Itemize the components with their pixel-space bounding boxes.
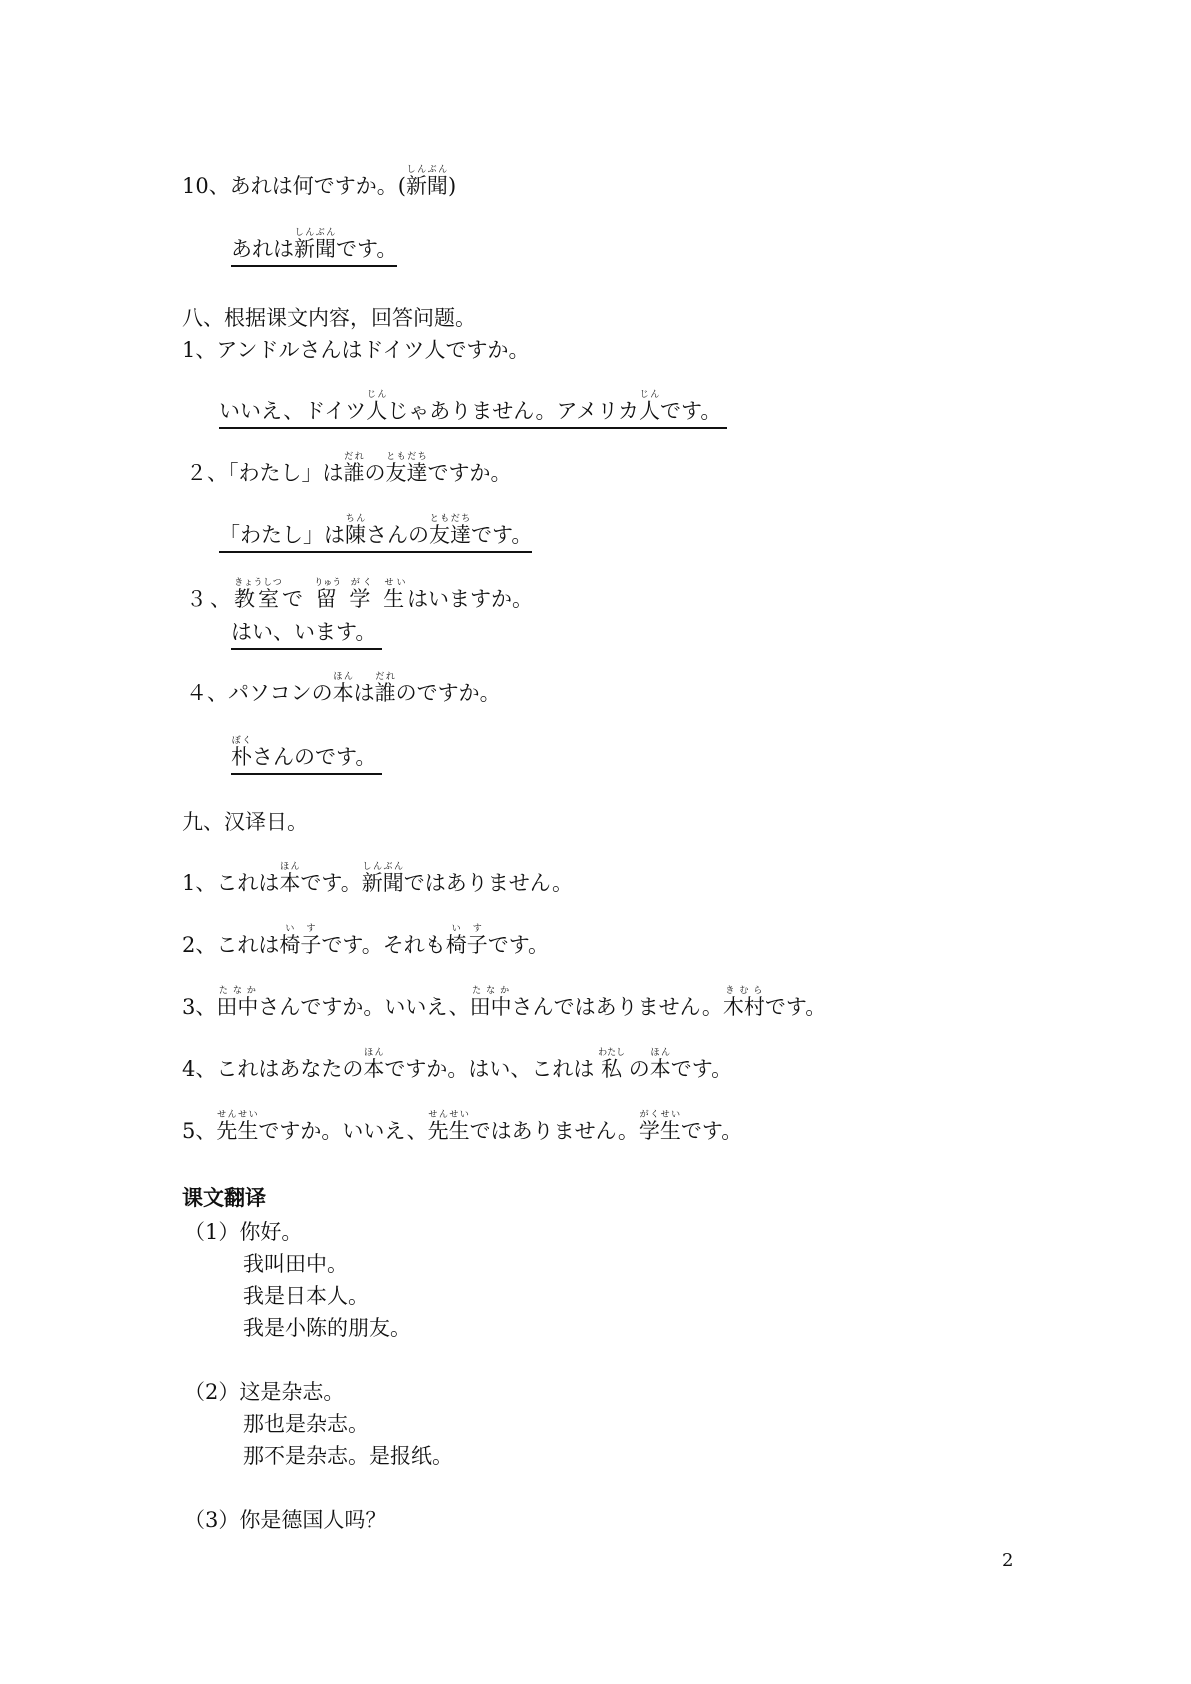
- translation-p1-line3: 我是日本人。: [243, 1284, 369, 1308]
- section-8-heading: 八、根据课文内容，回答问题。: [182, 306, 476, 330]
- page-number: 2: [1002, 1550, 1014, 1571]
- s8-question-4: ４、パソコンの本ほんは誰だれのですか。: [186, 672, 501, 705]
- q10-answer: [231, 228, 397, 260]
- s8-answer-4: 朴ぼくさんのです。: [231, 736, 382, 768]
- section-9-heading: 九、汉译日。: [182, 810, 308, 834]
- translation-p2-label: （2）这是杂志。: [184, 1380, 345, 1404]
- translation-p1-line4: 我是小陈的朋友。: [243, 1316, 411, 1340]
- s9-line-3: 3、田中たなかさんですか。いいえ、田中たなかさんではありません。木村きむらです。: [182, 986, 827, 1019]
- translation-p3-label: （3）你是德国人吗？: [184, 1508, 387, 1532]
- q10-word: 新聞しんぶん: [405, 165, 448, 198]
- translation-p1-label: （1）你好。: [184, 1220, 303, 1244]
- translation-p1-line2: 我叫田中。: [243, 1252, 348, 1276]
- s8-answer-3: はい、います。: [231, 622, 382, 643]
- translation-p2-line2: 那也是杂志。: [243, 1412, 369, 1436]
- translation-p2-line3: 那不是杂志。是报纸。: [243, 1444, 453, 1468]
- s8-question-1: 1、アンドルさんはドイツ人ですか。: [182, 338, 530, 362]
- q10-text: あれは何ですか。(: [229, 174, 406, 198]
- q10-answer-underlined: あれは新聞しんぶんです。: [231, 237, 397, 267]
- s9-line-5: 5、先生せんせいですか。いいえ、先生せんせいではありません。学生がくせいです。: [182, 1110, 743, 1143]
- s8-answer-2: 「わたし」は陳ちんさんの友達ともだちです。: [219, 514, 532, 546]
- s8-answer-1: いいえ、ドイツ人じんじゃありません。アメリカ人じんです。: [219, 390, 727, 422]
- s9-line-4: 4、これはあなたの本ほんですか。はい、これは 私わたし の本ほんです。: [182, 1048, 733, 1081]
- s9-line-2: 2、これは椅子いすです。それも椅子いすです。: [182, 924, 550, 957]
- s9-line-1: 1、これは本ほんです。新聞しんぶんではありません。: [182, 862, 573, 895]
- translation-heading: 课文翻译: [182, 1186, 266, 1210]
- s8-question-3: ３、教室きょうしつで 留りゅう 学がく 生せいはいますか。: [186, 578, 534, 611]
- q10-question: 10、あれは何ですか。(新聞しんぶん): [182, 165, 457, 198]
- q10-number: 10、: [182, 174, 230, 198]
- s8-question-2: ２、「わたし」は誰だれの友達ともだちですか。: [186, 452, 512, 485]
